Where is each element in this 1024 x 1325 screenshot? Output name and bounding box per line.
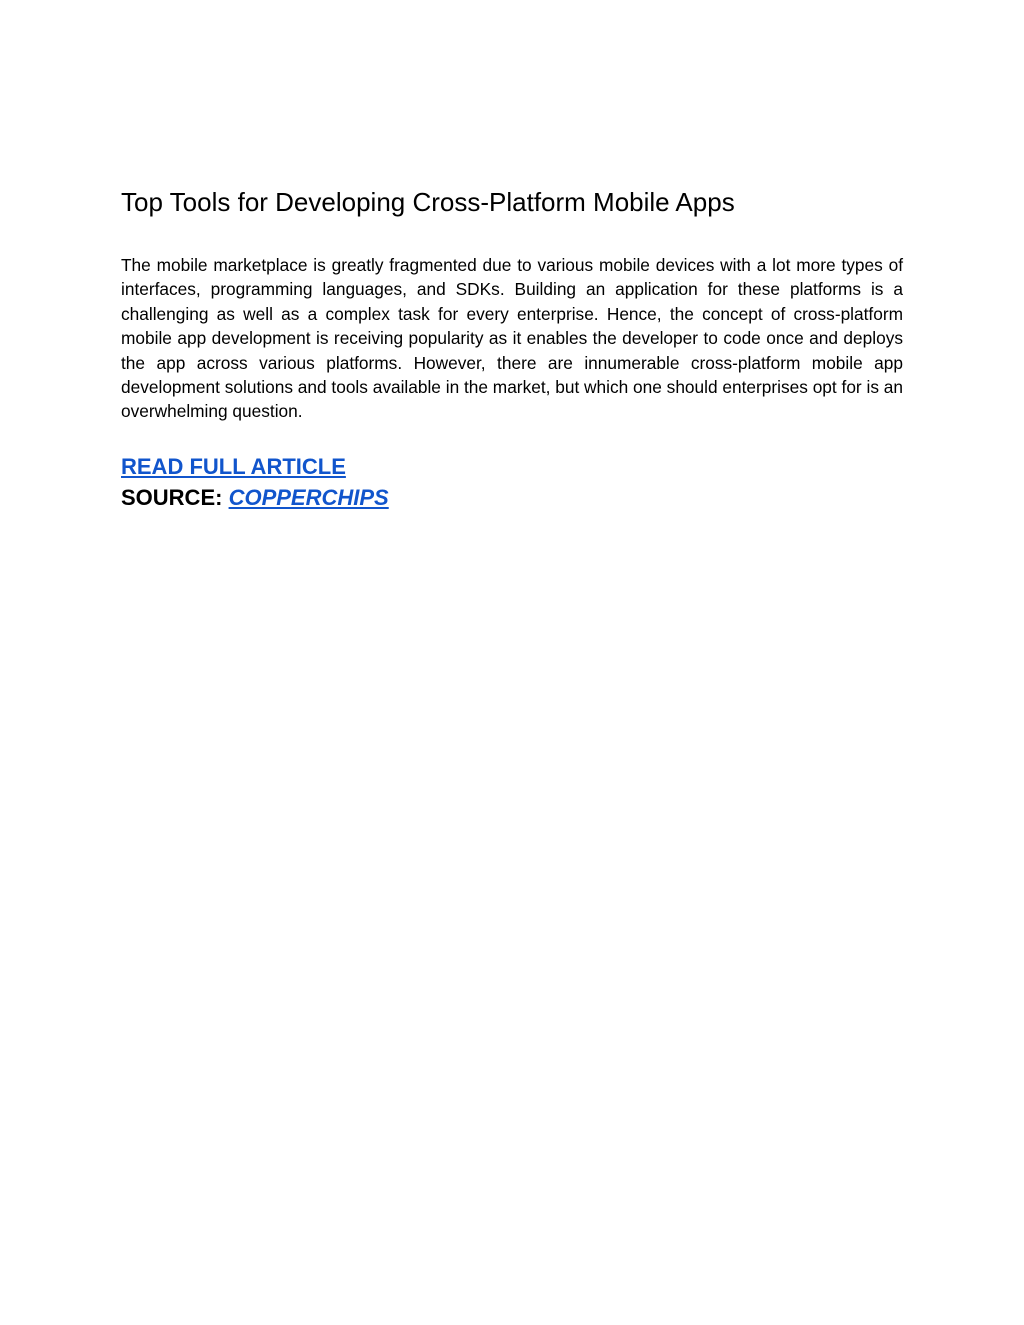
source-label: SOURCE:: [121, 484, 223, 510]
read-full-article-link[interactable]: READ FULL ARTICLE: [121, 453, 346, 479]
document-title: Top Tools for Developing Cross-Platform Mobile Apps: [121, 187, 735, 217]
source-link[interactable]: COPPERCHIPS: [228, 484, 389, 510]
document-page: [121, 184, 903, 514]
source-line: [121, 482, 903, 514]
article-summary: The mobile marketplace is greatly fragmented due to various mobile devices with a lot more types of interfaces, programming languages, and SDKs. Building an application for these platforms is a challenging as well as a complex task for every enterprise. Hence, the concept of cross-platform mobile app development is receiving popularity as it enables the developer to code once and deploys the app across various platforms. However, there are innumerable cross-platform mobile app development solutions and tools available in the market, but which one should enterprises opt for is an overwhelming question.: [121, 255, 903, 422]
